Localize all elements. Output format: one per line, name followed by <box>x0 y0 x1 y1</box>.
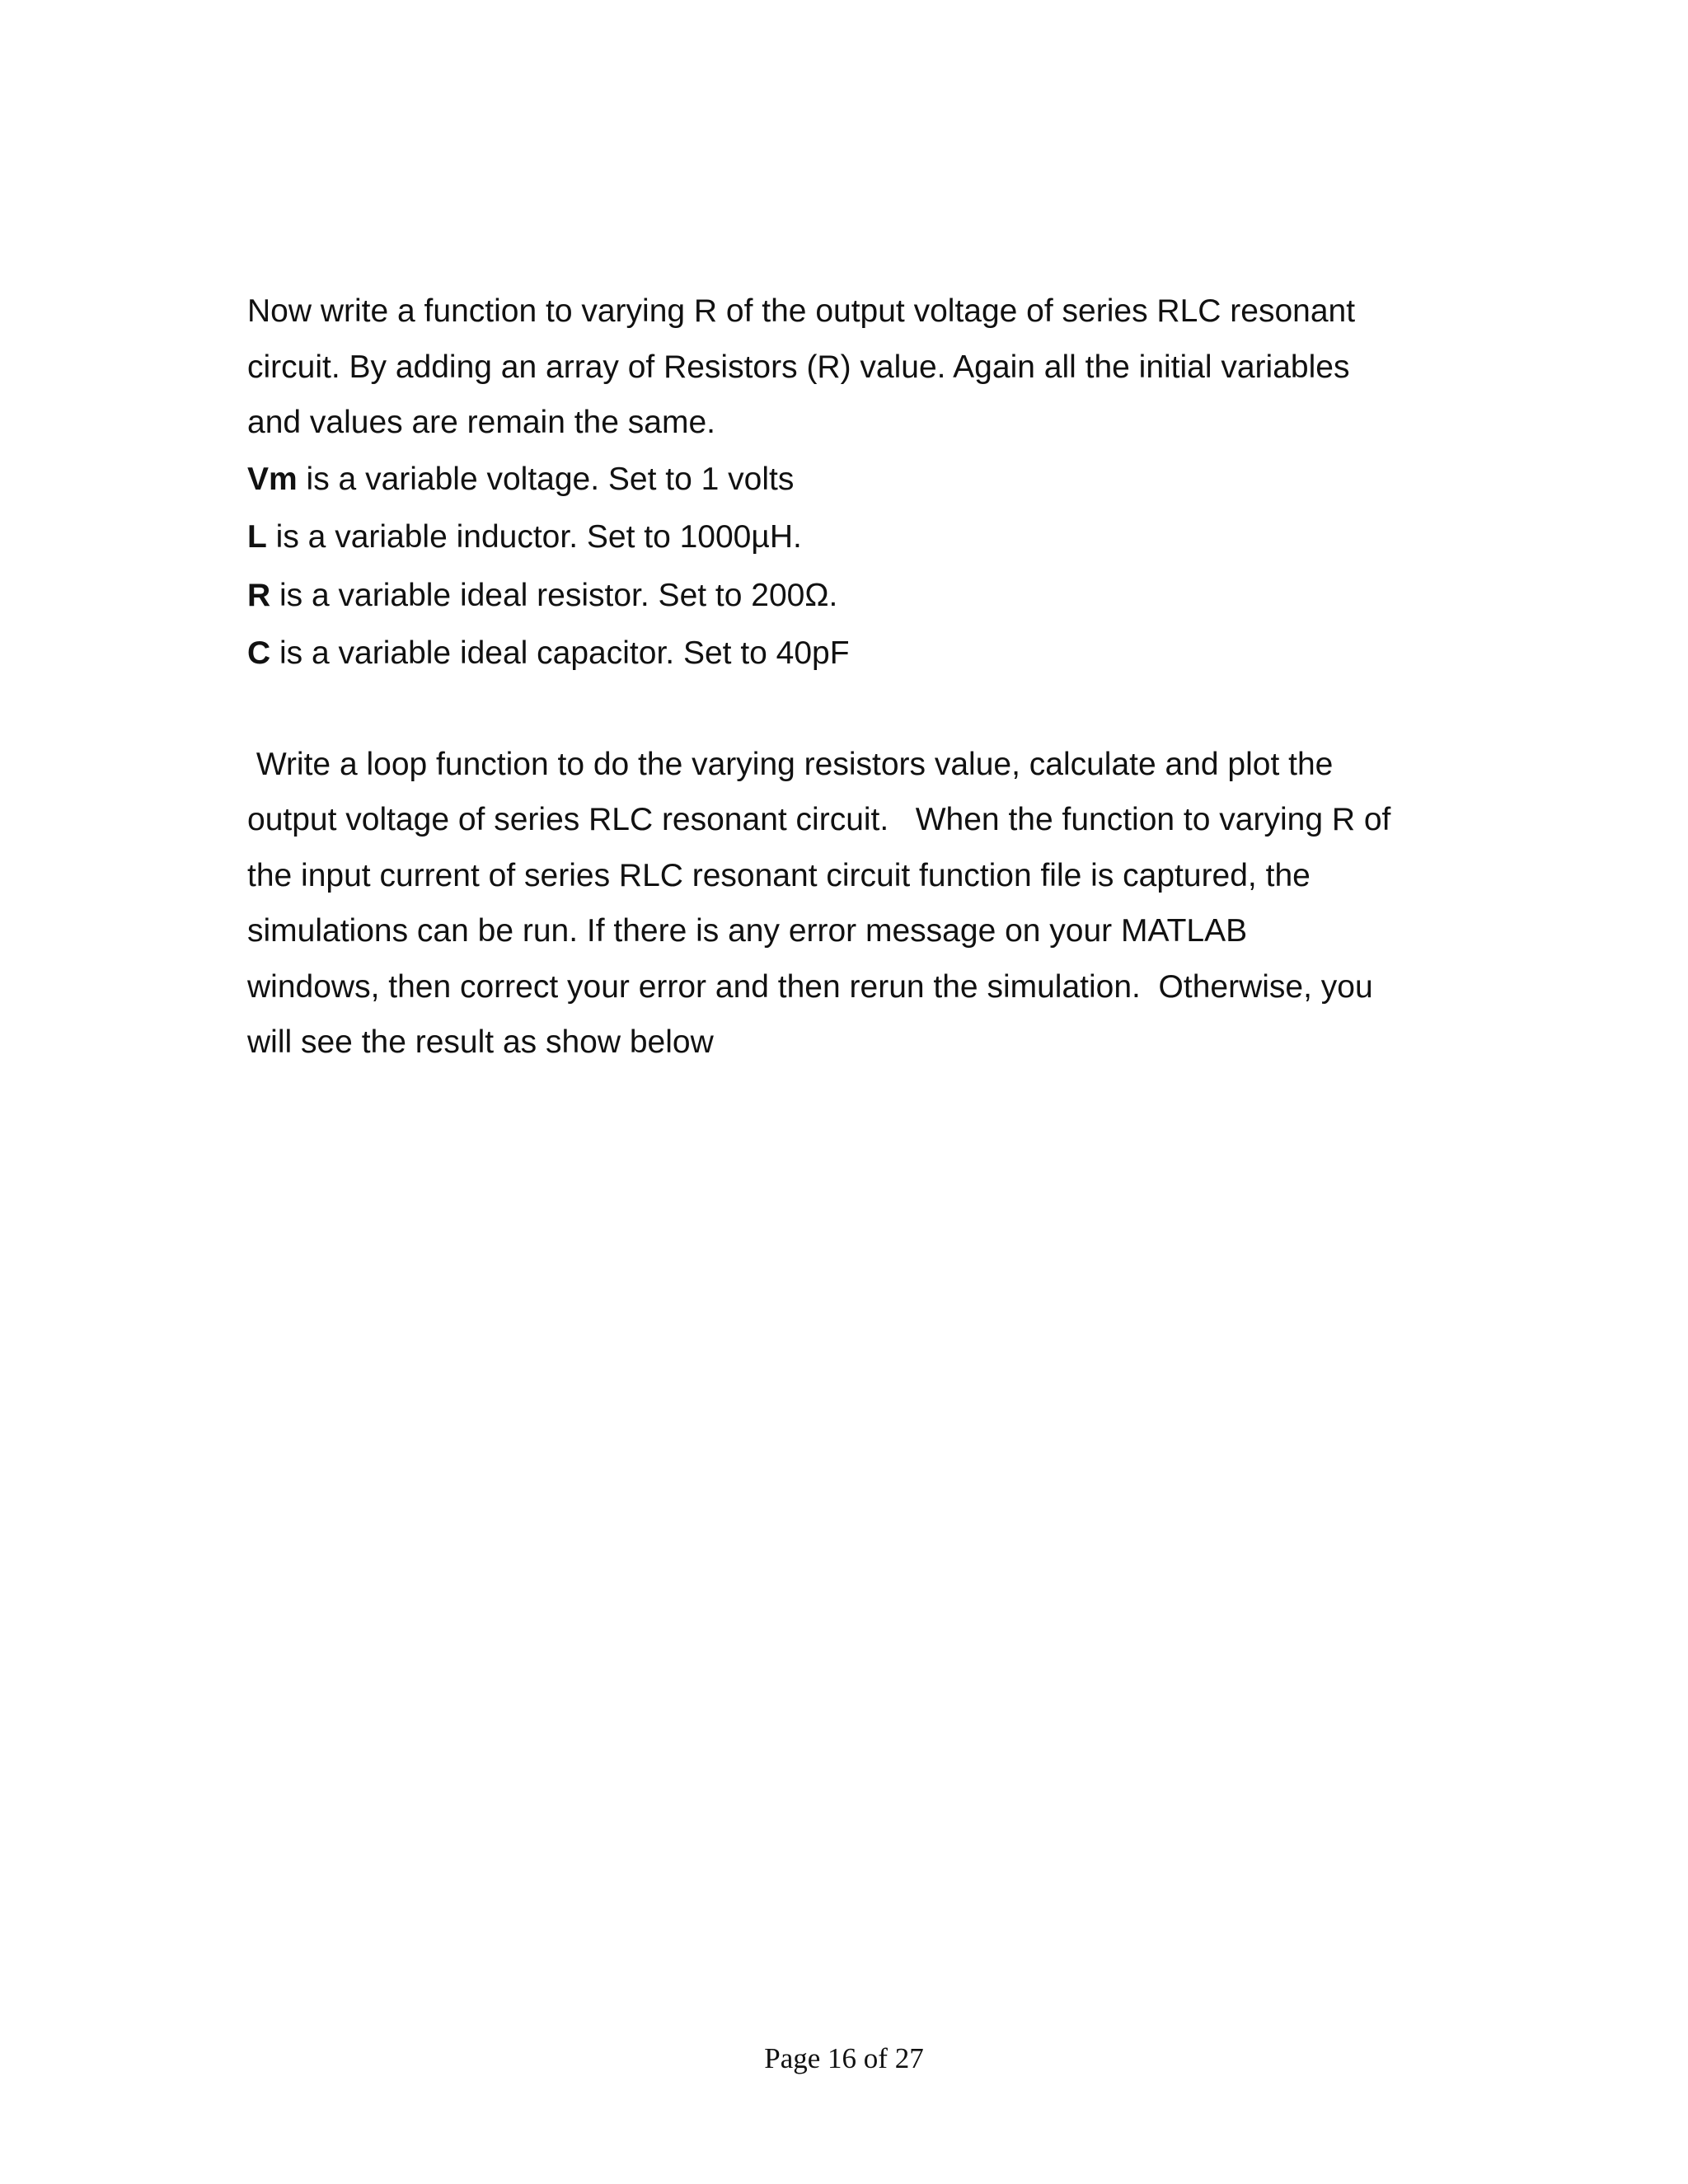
variable-item-vm <box>247 451 1451 509</box>
variable-description: is a variable voltage. Set to 1 volts <box>297 461 795 497</box>
instructions-line: simulations can be run. If there is any error message on your MATLAB <box>247 913 1248 949</box>
instructions-line: output voltage of series RLC resonant circuit. When the function to varying R of <box>247 802 1391 837</box>
intro-line: circuit. By adding an array of Resistors (R) value. Again all the initial variables <box>247 349 1350 385</box>
intro-line: Now write a function to varying R of the output voltage of series RLC resonant <box>247 293 1356 329</box>
page-number: Page 16 of 27 <box>764 2042 924 2074</box>
instructions-line: windows, then correct your error and then rerun the simulation. Otherwise, you <box>247 968 1373 1005</box>
variable-symbol: R <box>247 577 271 613</box>
variable-item-l <box>247 509 1451 567</box>
instructions-line: Write a loop function to do the varying resistors value, calculate and plot the <box>247 746 1334 782</box>
variable-description: is a variable ideal capacitor. Set to 40pF <box>270 635 850 671</box>
instructions-paragraph <box>247 737 1451 1071</box>
variable-list <box>247 451 1451 683</box>
variable-item-r <box>247 567 1451 626</box>
instructions-line: the input current of series RLC resonant circuit function file is captured, the <box>247 857 1311 893</box>
paragraph-spacer <box>247 683 1451 737</box>
document-body <box>247 284 1451 1071</box>
variable-description: is a variable ideal resistor. Set to 200Ω. <box>270 577 838 613</box>
variable-symbol: C <box>247 635 271 671</box>
intro-line: and values are remain the same. <box>247 405 715 440</box>
instructions-line: will see the result as show below <box>247 1024 714 1060</box>
variable-item-c <box>247 625 1451 683</box>
variable-symbol: L <box>247 519 267 555</box>
intro-paragraph <box>247 284 1451 451</box>
variable-description: is a variable inductor. Set to 1000µH. <box>266 519 802 555</box>
variable-symbol: Vm <box>247 461 298 497</box>
